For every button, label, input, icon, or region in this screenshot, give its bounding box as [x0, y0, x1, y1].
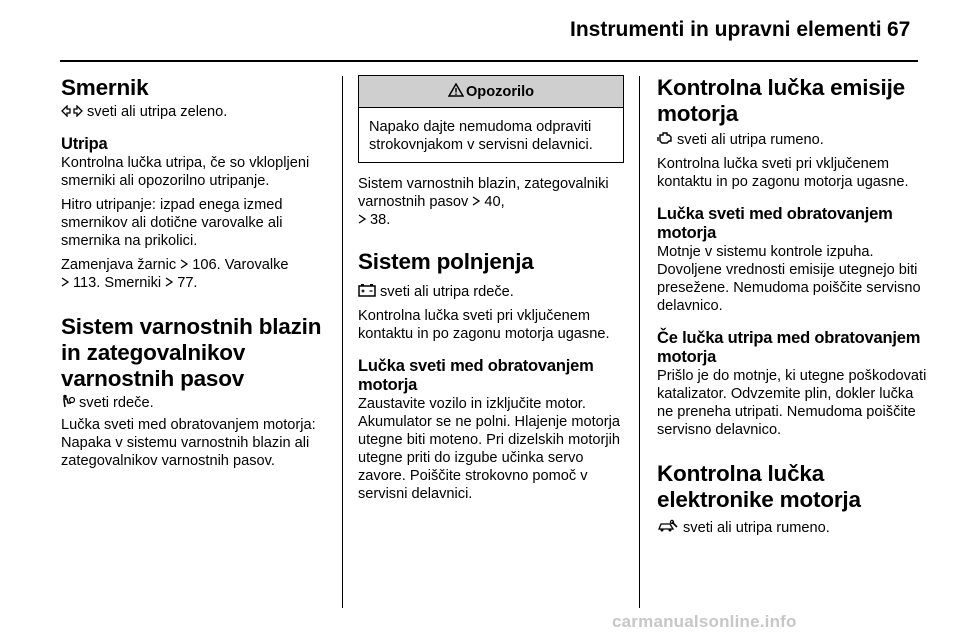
- paragraph-obrat-col3: Motnje v sistemu kontrole izpuha. Dovoljene vrednosti emisije utegnejo biti presežene. Nemudoma poiščite servisno delavnico.: [657, 244, 921, 314]
- emisije-status-text: sveti ali utripa rumeno.: [677, 132, 824, 148]
- smernik-status-text: sveti ali utripa zeleno.: [87, 104, 228, 120]
- subheading-utripa-col3: Če lučka utripa med obratovanjem motorja: [657, 329, 921, 366]
- page-reference-arrow-icon: [180, 259, 188, 269]
- column-3: [657, 75, 927, 543]
- airbag-seatbelt-icon: [61, 394, 75, 408]
- subheading-utripa: Utripa: [61, 135, 108, 153]
- column-divider-1: [342, 76, 343, 608]
- paragraph-utripa-1: Kontrolna lučka utripa, če so vklopljeni smerniki ali opozorilno utripanje.: [61, 155, 310, 189]
- watermark: carmanualsonline.info: [612, 612, 797, 631]
- page-reference-arrow-icon: [61, 277, 69, 287]
- reference-text-a: Zamenjava žarnic: [61, 257, 177, 273]
- battery-icon: [358, 283, 376, 297]
- subheading-obrat-col3: Lučka sveti med obratovanjem motorja: [657, 205, 893, 242]
- warning-header: [359, 76, 623, 108]
- elektronike-status-text: sveti ali utripa rumeno.: [683, 520, 830, 536]
- page-reference-arrow-icon: [472, 196, 480, 206]
- cross-ref-text: Sistem varnostnih blazin, zategovalniki varnostnih pasov: [358, 176, 609, 210]
- subheading-obrat-col2: Lučka sveti med obratovanjem motorja: [358, 357, 594, 394]
- section-title-polnjenja: Sistem polnjenja: [358, 249, 534, 274]
- check-engine-icon: [657, 131, 673, 145]
- cross-ref-page-2: 38.: [370, 212, 391, 228]
- warning-triangle-icon: [448, 83, 464, 97]
- sistem-status-text: sveti rdeče.: [79, 395, 154, 411]
- page-header-title: Instrumenti in upravni elementi: [570, 18, 882, 41]
- paragraph-obrat-col2: Zaustavite vozilo in izključite motor. Akumulator se ne polni. Hlajenje motorja utegne biti moteno. Pri dizelskih motorjih utegne priti do izgube učinka servo zavore. Poiščite strokovno pomoč v servisni delavnici.: [358, 396, 621, 502]
- page-reference-arrow-icon: [358, 214, 366, 224]
- section-title-emisije: Kontrolna lučka emisije motorja: [657, 75, 905, 126]
- paragraph-emisije: Kontrolna lučka sveti pri vključenem kontaktu in po zagonu motorja ugasne.: [657, 156, 909, 190]
- warning-box: [358, 75, 624, 163]
- paragraph-references: [61, 256, 326, 292]
- section-title-elektronike: Kontrolna lučka elektronike motorja: [657, 461, 861, 512]
- section-title-sistem-varnostnih: Sistem varnostnih blazin in zategovalnikov varnostnih pasov: [61, 314, 322, 391]
- cross-ref-page-1: 40,: [484, 194, 505, 210]
- turn-signal-arrows-icon: [61, 105, 83, 117]
- section-title-smernik: Smernik: [61, 75, 149, 100]
- paragraph-utripa-col3: Prišlo je do motnje, ki utegne poškodovati katalizator. Odvzemite plin, dokler lučka ne preneha utripati. Nemudoma poiščite servisno delavnico.: [657, 368, 927, 438]
- car-wrench-icon: [657, 519, 679, 533]
- paragraph-cross-reference: [358, 175, 624, 229]
- paragraph-utripa-2: Hitro utripanje: izpad enega izmed smernikov ali dotične varovalke ali smernika na prikolici.: [61, 197, 283, 249]
- reference-text-b: 106. Varovalke: [192, 257, 289, 273]
- warning-title: Opozorilo: [465, 84, 535, 100]
- column-2: [358, 75, 624, 509]
- polnjenja-status-text: sveti ali utripa rdeče.: [380, 284, 514, 300]
- paragraph-sistem: Lučka sveti med obratovanjem motorja: Napaka v sistemu varnostnih blazin ali zategovalnikov varnostnih pasov.: [61, 417, 316, 469]
- warning-text: Napako dajte nemudoma odpraviti strokovnjakom v servisni delavnici.: [369, 119, 593, 153]
- column-1: [61, 75, 326, 476]
- reference-text-d: 77.: [177, 275, 198, 291]
- reference-text-c: 113. Smerniki: [73, 275, 162, 291]
- page-number: 67: [887, 18, 911, 41]
- page-reference-arrow-icon: [165, 277, 173, 287]
- column-divider-2: [639, 76, 640, 608]
- paragraph-polnjenja: Kontrolna lučka sveti pri vključenem kontaktu in po zagonu motorja ugasne.: [358, 308, 610, 342]
- header-rule: [60, 60, 918, 62]
